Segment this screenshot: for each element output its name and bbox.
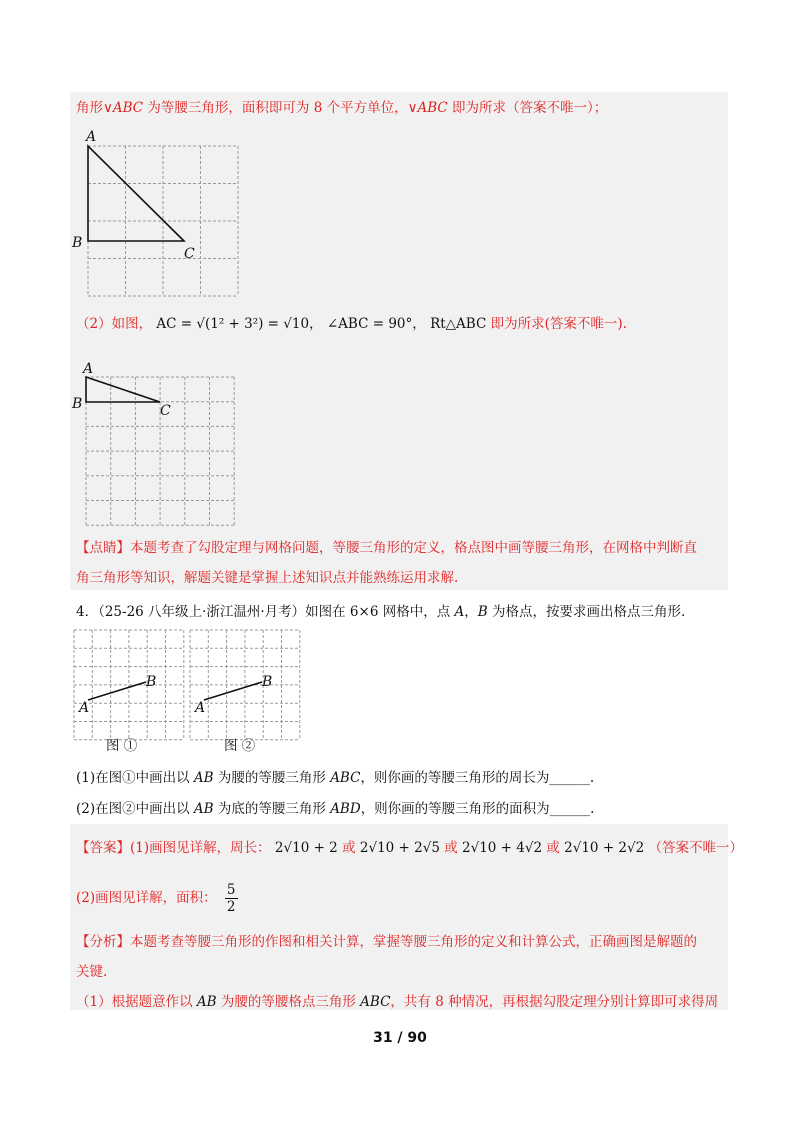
grid-lines bbox=[190, 630, 300, 740]
answer-line1: 【答案】(1)画图见详解，周长： 2√10 + 2 或 2√10 + 2√5 或 2√10 + 4√2 或 2√10 + 2√2 （答案不唯一） bbox=[76, 840, 743, 856]
page-indicator: 31 / 90 bbox=[373, 1030, 427, 1046]
answer-tag: 【答案】 bbox=[76, 840, 130, 856]
perimeter-option: 2√10 + 4√2 bbox=[462, 840, 543, 856]
dianjing-line1: 【点睛】本题考查了勾股定理与网格问题，等腰三角形的定义，格点图中画等腰三角形，在网格中判断直 bbox=[76, 540, 697, 556]
dianjing-line2: 角三角形等知识，解题关键是掌握上述知识点并能熟练运用求解. bbox=[76, 570, 459, 586]
q4-figure-1 bbox=[74, 630, 184, 740]
triangle-ref: ∨ABC bbox=[407, 100, 448, 116]
formula-rt: Rt△ABC bbox=[430, 316, 487, 332]
figure-1-grid bbox=[72, 129, 250, 300]
point-label-a: A bbox=[79, 700, 90, 716]
figure-2-grid bbox=[72, 360, 250, 530]
area-fraction: $\frac{5}{2}$ bbox=[226, 882, 236, 915]
q4-figure-2 bbox=[190, 630, 300, 740]
grid-lines bbox=[74, 630, 184, 740]
triangle-abc bbox=[86, 377, 160, 402]
point-label-b: B bbox=[72, 235, 83, 251]
question-number: 4． bbox=[76, 604, 99, 620]
q4-figure-1-caption: 图 ① bbox=[106, 738, 138, 754]
analysis-line3: （1）根据题意作以 AB 为腰的等腰格点三角形 ABC，共有 8 种情况，再根据勾股定理分别计算即可求得周 bbox=[76, 994, 719, 1010]
point-label-b: B bbox=[72, 396, 83, 412]
q4-sub1: (1)在图①中画出以 AB 为腰的等腰三角形 ABC，则你画的等腰三角形的周长为______. bbox=[76, 770, 595, 786]
q4-figure-2-caption: 图 ② bbox=[224, 738, 256, 754]
analysis-line2: 关键. bbox=[76, 964, 108, 980]
formula-angle: ∠ABC = 90° bbox=[326, 316, 413, 332]
triangle-abc bbox=[88, 146, 184, 241]
triangle-ref: ∨ABC bbox=[103, 100, 144, 116]
formula-ac: AC = √(1² + 3²) = √10 bbox=[156, 316, 310, 332]
perimeter-option: 2√10 + 2 bbox=[274, 840, 338, 856]
point-label-a: A bbox=[86, 129, 97, 145]
analysis-line1: 【分析】本题考查等腰三角形的作图和相关计算，掌握等腰三角形的定义和计算公式，正确画图是解题的 bbox=[76, 934, 697, 950]
point-label-c: C bbox=[184, 246, 195, 262]
analysis-tag: 【分析】 bbox=[76, 934, 130, 950]
dianjing-tag: 【点睛】 bbox=[76, 540, 130, 556]
perimeter-option: 2√10 + 2√2 bbox=[564, 840, 645, 856]
point-label-b: B bbox=[146, 674, 157, 690]
point-label-c: C bbox=[160, 403, 171, 419]
question4-stem: 4．（25-26 八年级上·浙江温州·月考）如图在 6×6 网格中，点 A，B 为格点，按要求画出格点三角形. bbox=[76, 604, 686, 620]
point-label-a: A bbox=[83, 361, 94, 377]
point-label-a: A bbox=[195, 700, 206, 716]
point-label-b: B bbox=[262, 674, 273, 690]
perimeter-option: 2√10 + 2√5 bbox=[359, 840, 440, 856]
part2-line: （2）如图， AC = √(1² + 3²) = √10， ∠ABC = 90°， Rt△ABC 即为所求(答案不唯一). bbox=[76, 316, 627, 332]
answer-line2: (2)画图见详解，面积： $\frac{5}{2}$ bbox=[76, 882, 236, 915]
grid-lines bbox=[86, 377, 234, 525]
section1-line1: 角形∨ABC 为等腰三角形，面积即可为 8 个平方单位，∨ABC 即为所求（答案不唯一）； bbox=[76, 100, 608, 116]
question-source: （25-26 八年级上·浙江温州·月考） bbox=[98, 604, 306, 620]
q4-sub2: (2)在图②中画出以 AB 为底的等腰三角形 ABD，则你画的等腰三角形的面积为______. bbox=[76, 801, 595, 817]
